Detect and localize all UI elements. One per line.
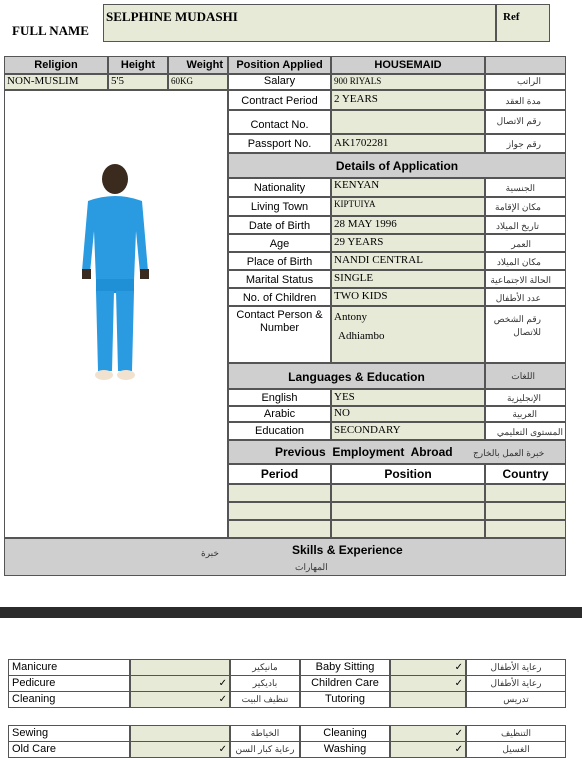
employment-section-header (228, 440, 566, 464)
skills1-row-1-right-ar: رعاية الأطفال (466, 659, 566, 676)
employment-section-ar: خبرة العمل بالخارج (473, 448, 545, 458)
english-label: English (228, 389, 331, 406)
living-label: Living Town (228, 197, 331, 216)
skills2-row-1-left-ar: الخياطة (230, 725, 300, 742)
skills-section-ar-left: خبرة (201, 548, 219, 558)
marital-ar: الحالة الاجتماعية (485, 270, 566, 288)
employment-row-1-period (228, 484, 331, 502)
weight-value: 60KG (168, 74, 228, 90)
english-ar: الإنجليزية (485, 389, 566, 406)
skills1-row-3-right-ar: تدريس (466, 691, 566, 708)
skills1-row-2-right-label: Children Care (300, 675, 390, 692)
period-label: Contract Period (228, 90, 331, 110)
nationality-value: KENYAN (331, 178, 485, 197)
nationality-ar: الجنسية (485, 178, 566, 197)
pob-value: NANDI CENTRAL (331, 252, 485, 270)
skills2-row-2-left-ar: رعاية كبار السن (230, 741, 300, 758)
employment-row-1-country (485, 484, 566, 502)
pob-label: Place of Birth (228, 252, 331, 270)
employment-col-position: Position (331, 464, 485, 484)
skills2-row-2-right-check: ✓ (390, 741, 466, 758)
skills1-row-1-right-label: Baby Sitting (300, 659, 390, 676)
employment-col-country: Country (485, 464, 566, 484)
height-value: 5'5 (108, 74, 168, 90)
english-value: YES (331, 389, 485, 406)
dob-label: Date of Birth (228, 216, 331, 234)
employment-row-3-period (228, 520, 331, 538)
nationality-label: Nationality (228, 178, 331, 197)
skills1-row-2-left-ar: باديكير (230, 675, 300, 692)
marital-value: SINGLE (331, 270, 485, 288)
dob-ar: تاريخ الميلاد (485, 216, 566, 234)
weight-header: Weight (168, 56, 228, 74)
religion-value: NON-MUSLIM (4, 74, 108, 90)
education-label: Education (228, 422, 331, 440)
salary-value: 900 RIYALS (331, 74, 485, 90)
age-ar: العمر (485, 234, 566, 252)
employment-col-period: Period (228, 464, 331, 484)
contact-person-value (331, 306, 485, 363)
salary-label: Salary (228, 74, 331, 90)
skills1-row-2-left-label: Pedicure (8, 675, 130, 692)
skills-section-ar-under: المهارات (295, 562, 328, 572)
skills2-row-1-left-check (130, 725, 230, 742)
photo-frame (4, 90, 228, 538)
full-name-value-cell (103, 4, 496, 42)
skills2-row-2-right-ar: الغسيل (466, 741, 566, 758)
contact-person-line2: Adhiambo (338, 330, 385, 342)
skills1-row-3-right-label: Tutoring (300, 691, 390, 708)
skills-section-title: Skills & Experience (292, 543, 403, 557)
skills2-row-1-right-check: ✓ (390, 725, 466, 742)
skills1-row-3-left-check: ✓ (130, 691, 230, 708)
skills-section-header (4, 538, 566, 576)
children-ar: عدد الأطفال (485, 288, 566, 306)
education-ar: المستوى التعليمي (485, 422, 566, 440)
passport-value: AK1702281 (331, 134, 485, 153)
contact-ar: رقم الاتصال (485, 110, 566, 134)
ref-cell (496, 4, 550, 42)
contact-person-label: Contact Person & Number (228, 306, 331, 363)
period-ar: مدة العقد (485, 90, 566, 110)
ref-label: Ref (503, 11, 520, 23)
skills1-row-1-left-ar: مانيكير (230, 659, 300, 676)
religion-header: Religion (4, 56, 108, 74)
education-value: SECONDARY (331, 422, 485, 440)
marital-label: Marital Status (228, 270, 331, 288)
contact-value (331, 110, 485, 134)
employment-section-title: Previous Employment Abroad (275, 445, 453, 459)
passport-label: Passport No. (228, 134, 331, 153)
employment-row-2-country (485, 502, 566, 520)
skills2-row-2-right-label: Washing (300, 741, 390, 758)
employment-row-2-period (228, 502, 331, 520)
children-label: No. of Children (228, 288, 331, 306)
skills1-row-1-right-check: ✓ (390, 659, 466, 676)
full-name-value: SELPHINE MUDASHI (106, 9, 238, 24)
arabic-value: NO (331, 406, 485, 422)
contact-person-ar: رقم الشخص للاتصال (485, 306, 566, 363)
employment-row-3-position (331, 520, 485, 538)
full-name-label-cell (4, 4, 103, 42)
skills2-row-2-left-label: Old Care (8, 741, 130, 758)
position-value: HOUSEMAID (331, 56, 485, 74)
employment-row-2-position (331, 502, 485, 520)
contact-person-line1: Antony (334, 311, 367, 323)
skills1-row-3-left-label: Cleaning (8, 691, 130, 708)
passport-ar: رقم جواز (485, 134, 566, 153)
living-value: KIPTUIYA (331, 197, 485, 216)
employment-row-3-country (485, 520, 566, 538)
skills1-row-3-left-ar: تنظيف البيت (230, 691, 300, 708)
applicant-photo (70, 161, 160, 391)
skills1-row-1-left-label: Manicure (8, 659, 130, 676)
arabic-ar: العربية (485, 406, 566, 422)
page-divider (0, 607, 582, 618)
employment-row-1-position (331, 484, 485, 502)
skills2-row-2-left-check: ✓ (130, 741, 230, 758)
age-value: 29 YEARS (331, 234, 485, 252)
skills2-row-1-left-label: Sewing (8, 725, 130, 742)
pob-ar: مكان الميلاد (485, 252, 566, 270)
skills1-row-1-left-check (130, 659, 230, 676)
period-value: 2 YEARS (331, 90, 485, 110)
age-label: Age (228, 234, 331, 252)
skills2-row-1-right-label: Cleaning (300, 725, 390, 742)
details-section-title: Details of Application (228, 153, 566, 178)
skills1-row-3-right-check (390, 691, 466, 708)
languages-section-title: Languages & Education (228, 363, 485, 389)
position-header: Position Applied (228, 56, 331, 74)
arabic-label: Arabic (228, 406, 331, 422)
languages-section-ar: اللغات (485, 363, 566, 389)
skills1-row-2-right-check: ✓ (390, 675, 466, 692)
contact-label: Contact No. (228, 110, 331, 134)
salary-ar: الراتب (485, 74, 566, 90)
skills2-row-1-right-ar: التنظيف (466, 725, 566, 742)
skills1-row-2-right-ar: رعاية الأطفال (466, 675, 566, 692)
position-ar-cell (485, 56, 566, 74)
living-ar: مكان الإقامة (485, 197, 566, 216)
children-value: TWO KIDS (331, 288, 485, 306)
dob-value: 28 MAY 1996 (331, 216, 485, 234)
height-header: Height (108, 56, 168, 74)
skills1-row-2-left-check: ✓ (130, 675, 230, 692)
full-name-label: FULL NAME (12, 23, 89, 38)
